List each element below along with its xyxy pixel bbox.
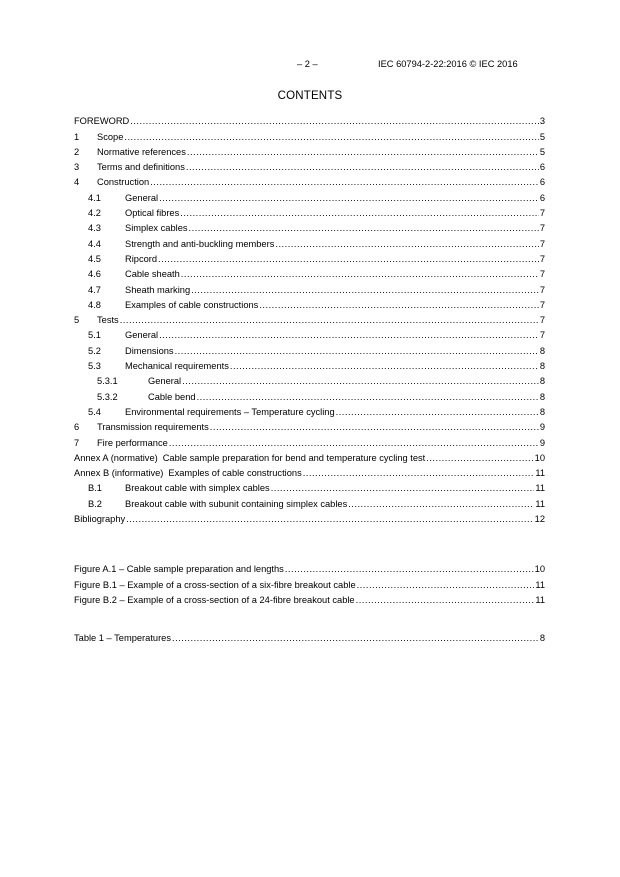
- toc-entry[interactable]: [74, 112, 545, 127]
- toc-entry-page: 7: [539, 299, 545, 310]
- toc-entry-page: 7: [539, 238, 545, 249]
- table-entry[interactable]: [74, 629, 545, 644]
- dot-leader: [126, 514, 533, 525]
- toc-entry-page: 8: [539, 345, 545, 356]
- toc-entry-page: 7: [539, 223, 545, 234]
- toc-entry[interactable]: [74, 311, 545, 326]
- toc-entry[interactable]: [74, 387, 545, 402]
- toc-entry-page: 7: [539, 315, 545, 326]
- toc-entry-number: 7: [74, 437, 80, 448]
- toc-entry-label: Figure B.2 – Example of a cross-section of a 24-fibre breakout cable: [74, 594, 355, 605]
- toc-entry-number: 5: [74, 315, 80, 326]
- toc-entry[interactable]: [74, 219, 545, 234]
- list-of-figures: [74, 560, 545, 606]
- toc-entry-label: Cable bend: [148, 391, 196, 402]
- toc-entry-page: 6: [539, 177, 545, 188]
- toc-entry-number: 4.7: [88, 284, 101, 295]
- toc-entry-label: General: [125, 192, 159, 203]
- toc-entry-page: 11: [535, 594, 545, 605]
- toc-entry[interactable]: [74, 158, 545, 173]
- dot-leader: [169, 438, 539, 449]
- toc-entry[interactable]: [74, 433, 545, 448]
- toc-entry-number: 6: [74, 422, 80, 433]
- toc-entry-label: Sheath marking: [125, 284, 191, 295]
- toc-entry-number: 4.5: [88, 253, 101, 264]
- toc-entry[interactable]: [74, 204, 545, 219]
- document-reference: IEC 60794-2-22:2016 © IEC 2016: [378, 59, 518, 69]
- toc-entry-number: 4.6: [88, 269, 101, 280]
- toc-entry[interactable]: [74, 296, 545, 311]
- toc-entry-page: 8: [539, 391, 545, 402]
- dot-leader: [210, 422, 539, 433]
- toc-entry[interactable]: [74, 341, 545, 356]
- dot-leader: [356, 595, 535, 606]
- toc-entry-number: 3: [74, 162, 80, 173]
- toc-entry-label: Cable sample preparation for bend and temperature cycling test: [162, 452, 426, 463]
- toc-entry-label: Mechanical requirements: [125, 361, 229, 372]
- toc-entry-label: Breakout cable with simplex cables: [125, 483, 270, 494]
- dot-leader: [172, 633, 539, 644]
- toc-entry-label: Breakout cable with subunit containing simplex cables: [125, 498, 348, 509]
- dot-leader: [348, 499, 534, 510]
- toc-entry-number: 1: [74, 131, 80, 142]
- dot-leader: [336, 407, 539, 418]
- toc-entry-label: Optical fibres: [125, 208, 180, 219]
- toc-entry[interactable]: [74, 326, 545, 341]
- toc-entry[interactable]: [74, 250, 545, 265]
- dot-leader: [159, 193, 539, 204]
- dot-leader: [181, 269, 539, 280]
- toc-entry-label: FOREWORD: [74, 116, 130, 127]
- toc-entry-number: Annex A (normative): [74, 452, 158, 463]
- toc-entry[interactable]: [74, 449, 545, 464]
- toc-entry-label: Normative references: [97, 146, 186, 157]
- toc-entry-number: 4.8: [88, 299, 101, 310]
- toc-entry-label: Figure B.1 – Example of a cross-section of a six-fibre breakout cable: [74, 579, 356, 590]
- dot-leader: [197, 392, 539, 403]
- toc-entry-page: 8: [539, 406, 545, 417]
- toc-entry-number: 5.3.2: [97, 391, 118, 402]
- toc-entry-page: 10: [534, 452, 545, 463]
- dot-leader: [130, 116, 539, 127]
- toc-entry-page: 6: [539, 162, 545, 173]
- toc-entry-number: 5.1: [88, 330, 101, 341]
- toc-entry-label: Scope: [97, 131, 124, 142]
- toc-entry-number: 4: [74, 177, 80, 188]
- toc-entry-number: 2: [74, 146, 80, 157]
- dot-leader: [275, 239, 538, 250]
- toc-entry[interactable]: [74, 510, 545, 525]
- figure-entry[interactable]: [74, 560, 545, 575]
- toc-entry[interactable]: [74, 173, 545, 188]
- toc-entry-page: 3: [539, 116, 545, 127]
- toc-entry-label: Tests: [97, 315, 119, 326]
- toc-entry[interactable]: [74, 188, 545, 203]
- dot-leader: [124, 132, 538, 143]
- toc-entry-number: 5.3.1: [97, 376, 118, 387]
- toc-entry-page: 10: [534, 564, 545, 575]
- dot-leader: [259, 300, 539, 311]
- toc-entry-page: 6: [539, 192, 545, 203]
- toc-entry-page: 11: [535, 498, 545, 509]
- toc-entry[interactable]: [74, 403, 545, 418]
- dot-leader: [357, 580, 535, 591]
- dot-leader: [150, 177, 539, 188]
- toc-entry-label: Examples of cable constructions: [168, 468, 302, 479]
- dot-leader: [158, 254, 539, 265]
- toc-entry-page: 5: [539, 146, 545, 157]
- toc-entry-label: Examples of cable constructions: [125, 299, 259, 310]
- toc-entry-number: B.1: [88, 483, 102, 494]
- page-header: [0, 59, 620, 73]
- toc-entry[interactable]: [74, 280, 545, 295]
- toc-entry-number: Annex B (informative): [74, 468, 164, 479]
- toc-entry-label: Bibliography: [74, 514, 126, 525]
- page-number: – 2 –: [297, 59, 318, 69]
- toc-entry-page: 12: [534, 514, 545, 525]
- toc-entry-label: Figure A.1 – Cable sample preparation and lengths: [74, 564, 284, 575]
- toc-entry-page: 11: [535, 483, 545, 494]
- toc-entry[interactable]: [74, 357, 545, 372]
- dot-leader: [285, 564, 534, 575]
- dot-leader: [189, 223, 539, 234]
- toc-entry[interactable]: [74, 265, 545, 280]
- toc-entry-label: Transmission requirements: [97, 422, 209, 433]
- toc-entry-label: Simplex cables: [125, 223, 188, 234]
- toc-entry-page: 5: [539, 131, 545, 142]
- table-of-contents: [74, 112, 545, 525]
- toc-entry-label: Environmental requirements – Temperature cycling: [125, 406, 335, 417]
- toc-entry-number: 5.4: [88, 406, 101, 417]
- toc-entry-label: General: [148, 376, 182, 387]
- toc-entry[interactable]: [74, 464, 545, 479]
- dot-leader: [230, 361, 539, 372]
- toc-entry-page: 9: [539, 422, 545, 433]
- toc-entry[interactable]: [74, 234, 545, 249]
- toc-entry[interactable]: [74, 479, 545, 494]
- toc-entry-number: 4.3: [88, 223, 101, 234]
- toc-entry-number: 4.4: [88, 238, 101, 249]
- toc-entry-page: 7: [539, 284, 545, 295]
- dot-leader: [120, 315, 539, 326]
- figure-entry[interactable]: [74, 591, 545, 606]
- contents-title: CONTENTS: [277, 90, 343, 102]
- toc-entry-number: 5.2: [88, 345, 101, 356]
- dot-leader: [175, 346, 539, 357]
- toc-entry-number: 5.3: [88, 361, 101, 372]
- dot-leader: [182, 376, 539, 387]
- toc-entry-page: 7: [539, 269, 545, 280]
- dot-leader: [426, 453, 533, 464]
- toc-entry-number: 4.2: [88, 208, 101, 219]
- toc-entry-label: Terms and definitions: [97, 162, 185, 173]
- toc-entry-label: Strength and anti-buckling members: [125, 238, 275, 249]
- toc-entry[interactable]: [74, 372, 545, 387]
- dot-leader: [186, 162, 539, 173]
- dot-leader: [159, 330, 539, 341]
- toc-entry-page: 8: [539, 361, 545, 372]
- toc-entry-page: 7: [539, 208, 545, 219]
- figure-entry[interactable]: [74, 575, 545, 590]
- toc-entry-label: Table 1 – Temperatures: [74, 633, 171, 644]
- toc-entry-label: Construction: [97, 177, 150, 188]
- toc-entry-label: Fire performance: [97, 437, 168, 448]
- list-of-tables: [74, 629, 545, 644]
- toc-entry-number: B.2: [88, 498, 102, 509]
- dot-leader: [180, 208, 539, 219]
- toc-entry-number: 4.1: [88, 192, 101, 203]
- toc-entry-label: Ripcord: [125, 253, 158, 264]
- toc-entry[interactable]: [74, 143, 545, 158]
- toc-entry-page: 9: [539, 437, 545, 448]
- toc-entry-page: 7: [539, 253, 545, 264]
- toc-entry-page: 11: [535, 468, 545, 479]
- dot-leader: [271, 483, 535, 494]
- toc-entry-page: 7: [539, 330, 545, 341]
- dot-leader: [191, 285, 539, 296]
- toc-entry-page: 8: [539, 376, 545, 387]
- dot-leader: [303, 468, 535, 479]
- toc-entry-page: 8: [539, 633, 545, 644]
- toc-entry[interactable]: [74, 418, 545, 433]
- toc-entry[interactable]: [74, 127, 545, 142]
- toc-entry-label: Dimensions: [125, 345, 174, 356]
- dot-leader: [187, 147, 539, 158]
- toc-entry-label: Cable sheath: [125, 269, 180, 280]
- toc-entry-label: General: [125, 330, 159, 341]
- toc-entry[interactable]: [74, 494, 545, 509]
- toc-entry-page: 11: [535, 579, 545, 590]
